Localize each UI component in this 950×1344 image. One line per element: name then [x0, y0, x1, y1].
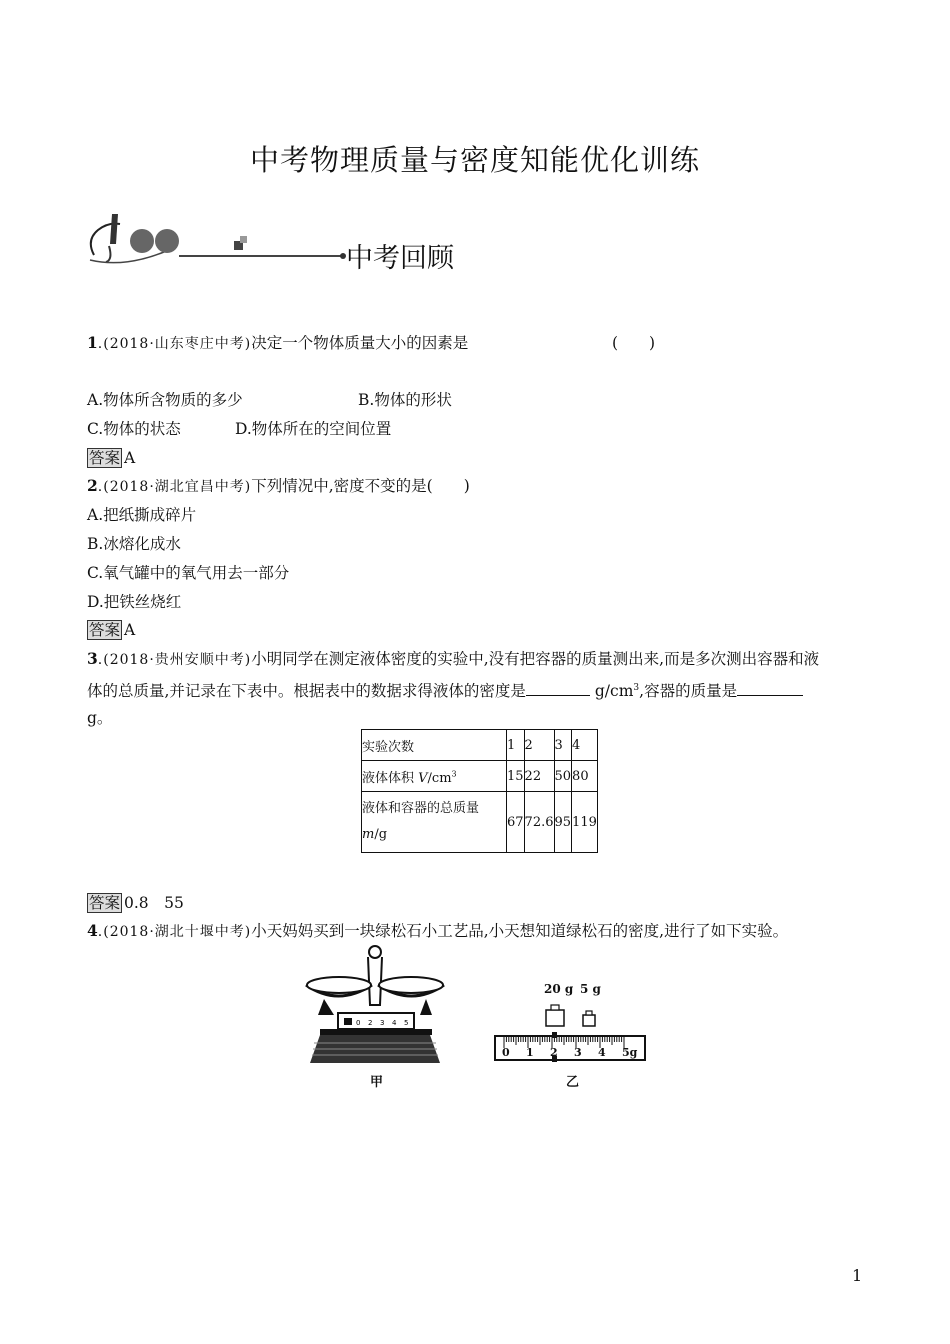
answer-value: A [124, 449, 136, 467]
table-cell: 15 [507, 761, 525, 792]
table-cell: 119 [572, 792, 598, 853]
ruler-tick-label: 4 [598, 1046, 606, 1059]
balance-tick: 5 [404, 1019, 409, 1027]
question-number: 4 [87, 921, 98, 940]
answer-tag: 答案 [89, 621, 121, 639]
section-heading: 中考回顾 [346, 243, 454, 274]
unit: g/cm [594, 682, 634, 701]
brush-icon [84, 210, 354, 270]
label-unit: /cm [427, 770, 452, 786]
option-a: A.把纸撕成碎片 [87, 506, 197, 524]
table-cell: 80 [572, 761, 598, 792]
ruler-labels [500, 1046, 650, 1060]
ruler-tick-label: 2 [550, 1046, 558, 1059]
question-stem: 小天妈妈买到一块绿松石小工艺品,小天想知道绿松石的密度,进行了如下实验。 [251, 922, 789, 940]
question-stem: 下列情况中,密度不变的是( ) [251, 477, 470, 495]
balance-figure [300, 945, 450, 1090]
question-stem: ,容器的质量是 [639, 682, 738, 701]
page-title: 中考物理质量与密度知能优化训练 [249, 143, 700, 177]
option-b: B.物体的形状 [358, 391, 452, 409]
answer-row [87, 620, 135, 640]
option-c: C.物体的状态 [87, 420, 181, 438]
answer-value: A [124, 621, 136, 639]
table-cell: 50 [554, 761, 572, 792]
label-unit: /g [374, 827, 388, 842]
data-table [361, 729, 598, 853]
table-row [362, 792, 598, 853]
question-number: 2 [87, 476, 98, 495]
section-header [84, 210, 484, 280]
weight-label-5g: 5 g [580, 982, 601, 996]
table-row [362, 761, 598, 792]
unit-sup: 3 [633, 683, 640, 693]
question-3-line2 [87, 678, 803, 701]
option-b: B.冰熔化成水 [87, 535, 181, 553]
table-cell: 1 [507, 730, 525, 761]
question-3-line3: g。 [87, 709, 113, 727]
answer-tag: 答案 [89, 449, 121, 467]
option-c: C.氧气罐中的氧气用去一部分 [87, 564, 290, 582]
question-source: .(2018·山东枣庄中考) [97, 336, 252, 352]
balance-icon [300, 945, 450, 1070]
figure-label-jia: 甲 [370, 1075, 384, 1090]
question-source: .(2018·贵州安顺中考) [97, 652, 252, 668]
balance-tick: 2 [368, 1019, 373, 1027]
answer-tag: 答案 [89, 894, 121, 912]
answer-blank [737, 680, 803, 696]
answer-row [87, 893, 184, 913]
table-row-label [362, 761, 507, 792]
table-cell: 4 [572, 730, 598, 761]
question-1 [87, 333, 468, 354]
question-stem: 体的总质量,并记录在下表中。根据表中的数据求得液体的密度是 [87, 682, 526, 701]
table-cell: 95 [554, 792, 572, 853]
question-4 [87, 921, 788, 942]
weights-figure [492, 980, 652, 1090]
table-cell: 2 [524, 730, 554, 761]
label-sup: 3 [451, 769, 457, 779]
question-2 [87, 476, 470, 497]
question-number: 3 [87, 649, 98, 668]
table-cell: 67 [507, 792, 525, 853]
balance-tick: 0 [356, 1019, 361, 1027]
table-cell: 3 [554, 730, 572, 761]
table-row [362, 730, 598, 761]
balance-tick: 4 [392, 1019, 397, 1027]
label-text: 液体和容器的总质量 [362, 801, 480, 816]
answer-row [87, 448, 135, 468]
figure-label-yi: 乙 [566, 1075, 580, 1090]
table-row-label: 实验次数 [362, 730, 507, 761]
option-a: A.物体所含物质的多少 [87, 391, 243, 409]
page-number: 1 [852, 1266, 863, 1285]
table-cell: 22 [524, 761, 554, 792]
label-var: V [418, 770, 428, 786]
ruler-tick-label: 5g [622, 1046, 638, 1059]
label-text: 液体体积 [362, 770, 419, 786]
balance-tick: 3 [380, 1019, 385, 1027]
label-var: m [362, 827, 375, 842]
question-source: .(2018·湖北十堰中考) [97, 924, 252, 940]
answer-blank [526, 680, 590, 696]
table-cell: 72.6 [524, 792, 554, 853]
weight-label-20g: 20 g [544, 982, 574, 996]
table-row-label [362, 792, 507, 853]
question-stem: 小明同学在测定液体密度的实验中,没有把容器的质量测出来,而是多次测出容器和液 [251, 650, 820, 668]
option-d: D.把铁丝烧红 [87, 593, 182, 611]
question-stem: 决定一个物体质量大小的因素是 [251, 334, 469, 352]
ruler-tick-label: 1 [526, 1046, 534, 1059]
question-3 [87, 649, 819, 670]
question-source: .(2018·湖北宜昌中考) [97, 479, 252, 495]
answer-paren: ( ) [612, 334, 656, 352]
answer-value: 0.8 55 [124, 894, 184, 912]
question-number: 1 [87, 333, 98, 352]
ruler-tick-label: 0 [502, 1046, 510, 1059]
option-d: D.物体所在的空间位置 [235, 420, 392, 438]
ruler-tick-label: 3 [574, 1046, 582, 1059]
